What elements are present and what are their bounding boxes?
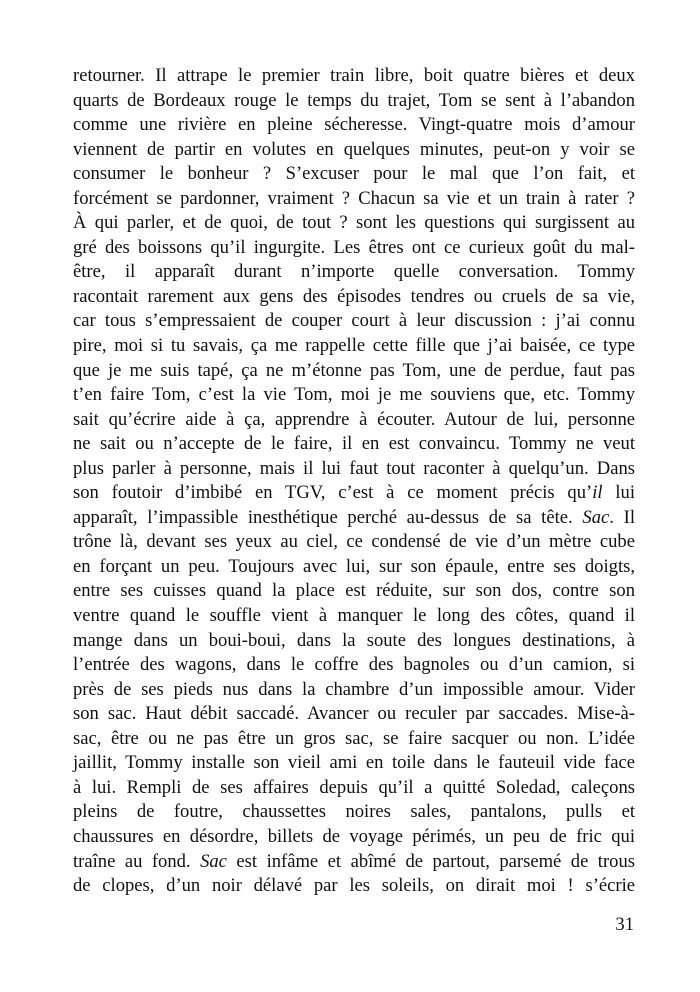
text-line: mange dans un boui-boui, dans la soute des longues destinations, à (73, 629, 635, 651)
text-line: t’en faire Tom, c’est la vie Tom, moi je me souviens que, etc. Tommy (73, 384, 635, 406)
text-segment: apparaît, l’impassible inesthétique perché au-dessus de sa tête. (73, 506, 583, 528)
text-line (73, 506, 635, 531)
text-line: l’entrée des wagons, dans le coffre des bagnoles ou d’un camion, si (73, 654, 635, 676)
text-line: être, il apparaît durant n’importe quelle conversation. Tommy (73, 261, 635, 283)
text-line: retourner. Il attrape le premier train libre, boit quatre bières et deux (73, 65, 635, 86)
text-line: racontait rarement aux gens des épisodes tendres ou cruels de sa vie, (73, 285, 635, 307)
text-line: chaussures en désordre, billets de voyage périmés, un peu de fric qui (73, 825, 635, 847)
text-line: ne sait ou n’accepte de le faire, il en est convaincu. Tommy ne veut (73, 433, 635, 455)
text-segment: . Il (609, 506, 635, 528)
page-number: 31 (615, 914, 634, 935)
text-line: son sac. Haut débit saccadé. Avancer ou reculer par saccades. Mise-à- (73, 703, 635, 725)
text-segment: son foutoir d’imbibé en TGV, c’est à ce moment précis qu’ (73, 482, 593, 504)
italic-emphasis: il (592, 482, 603, 504)
text-line: ventre quand le souffle vient à manquer le long des côtes, quand il (73, 605, 635, 627)
text-line: comme une rivière en pleine sécheresse. Vingt-quatre mois d’amour (73, 114, 635, 136)
text-line: jaillit, Tommy installe son vieil ami en toile dans le fauteuil vide face (73, 752, 635, 774)
text-line (73, 481, 635, 506)
text-line: près de ses pieds nus dans la chambre d’un impossible amour. Vider (73, 678, 635, 700)
text-line: sait qu’écrire aide à ça, apprendre à écouter. Autour de lui, personne (73, 408, 635, 430)
text-line: plus parler à personne, mais il lui faut tout raconter à quelqu’un. Dans (73, 457, 635, 479)
text-line: trône là, devant ses yeux au ciel, ce condensé de vie d’un mètre cube (73, 531, 635, 553)
text-line: forcément se pardonner, vraiment ? Chacun sa vie et un train à rater ? (73, 187, 635, 209)
italic-emphasis: Sac (200, 850, 227, 872)
page-body (73, 64, 635, 899)
text-line: pleins de foutre, chaussettes noires sales, pantalons, pulls et (73, 801, 635, 823)
italic-emphasis: Sac (582, 506, 610, 528)
text-line: pire, moi si tu savais, ça me rappelle cette fille que j’ai baisée, ce type (73, 335, 635, 357)
text-segment: traîne au fond. (73, 850, 201, 872)
text-line: À qui parler, et de quoi, de tout ? sont les questions qui surgissent au (73, 212, 635, 234)
text-line: quarts de Bordeaux rouge le temps du trajet, Tom se sent à l’abandon (73, 89, 635, 111)
text-segment: est infâme et abîmé de partout, parsemé de trous (226, 850, 635, 872)
text-line: à lui. Rempli de ses affaires depuis qu’il a quitté Soledad, caleçons (73, 776, 635, 798)
text-line: sac, être ou ne pas être un gros sac, se faire sacquer ou non. L’idée (73, 727, 635, 749)
text-line: que je me suis tapé, ça ne m’étonne pas Tom, une de perdue, faut pas (73, 359, 635, 381)
text-line (73, 850, 635, 875)
text-line: consumer le bonheur ? S’excuser pour le mal que l’on fait, et (73, 163, 635, 185)
text-segment: lui (602, 482, 635, 504)
text-line: en forçant un peu. Toujours avec lui, sur son épaule, entre ses doigts, (73, 555, 635, 577)
text-line: entre ses cuisses quand la place est réduite, sur son dos, contre son (73, 580, 635, 602)
text-line: viennent de partir en volutes en quelques minutes, peut-on y voir se (73, 138, 635, 160)
text-line: car tous s’empressaient de couper court à leur discussion : j’ai connu (73, 310, 635, 332)
text-line: gré des boissons qu’il ingurgite. Les êtres ont ce curieux goût du mal- (73, 236, 635, 258)
text-line: de clopes, d’un noir délavé par les soleils, on dirait moi ! s’écrie (73, 875, 635, 897)
